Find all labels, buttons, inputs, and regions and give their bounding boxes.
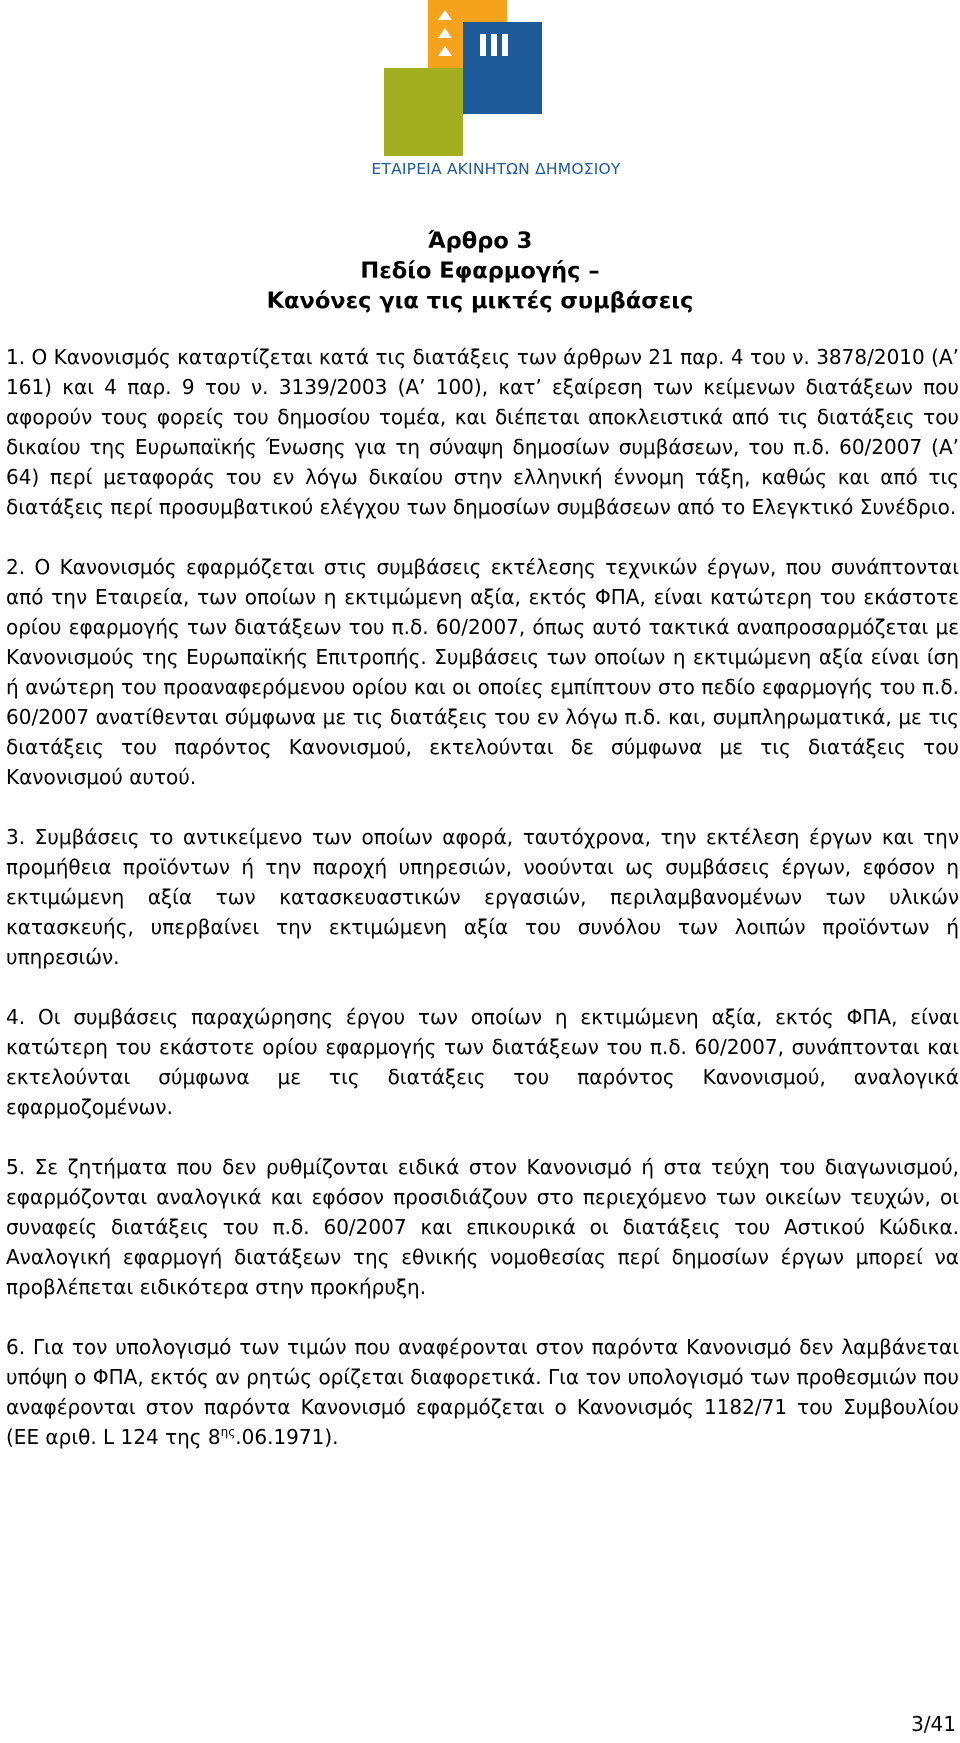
paragraph-text: Ο Κανονισμός καταρτίζεται κατά τις διατάξεις των άρθρων 21 παρ. 4 του ν. 3878/2010 (Α’ 161) και 4 παρ. 9 του ν. 3139/2003 (Α’ 100), κατ’ εξαίρεση των κείμενων διατάξεων που αφορούν τους φορείς του δημοσίου τομέα, και διέπεται αποκλειστικά από τις διατάξεις του δικαίου της Ευρωπαϊκής Ένωσης για τη σύναψη δημοσίων συμβάσεων, του π.δ. 60/2007 (Α’ 64) περί μεταφοράς του εν λόγω δικαίου στην ελληνική έννομη τάξη, καθώς και από τις διατάξεις περί προσυμβατικού ελέγχου των δημοσίων συμβάσεων από το Ελεγκτικό Συνέδριο. — [6, 345, 960, 519]
paragraph-6 — [6, 1332, 959, 1452]
paragraph-text-tail: .06.1971). — [235, 1425, 339, 1449]
page-number: 3/41 — [911, 1712, 956, 1736]
paragraph-number: 1. — [6, 345, 26, 369]
paragraph-text: Συμβάσεις το αντικείμενο των οποίων αφορά, ταυτόχρονα, την εκτέλεση έργων και την προμήθεια προϊόντων ή την παροχή υπηρεσιών, νοούνται ως συμβάσεις έργων, εφόσον η εκτιμώμενη αξία των κατασκευαστικών εργασιών, περιλαμβανομένων των υλικών κατασκευής, υπερβαίνει την εκτιμώμενη αξία του συνόλου των λοιπών προϊόντων ή υπηρεσιών. — [6, 825, 960, 969]
logo-text: ΕΤΑΙΡΕΙΑ ΑΚΙΝΗΤΩΝ ΔΗΜΟΣΙΟΥ — [371, 160, 621, 178]
paragraph-text: Σε ζητήματα που δεν ρυθμίζονται ειδικά στον Κανονισμό ή στα τεύχη του διαγωνισμού, εφαρμόζονται αναλογικά και εφόσον προσιδιάζουν στο περιεχόμενο των οικείων τευχών, οι συναφείς διατάξεις του π.δ. 60/2007 και επικουρικά οι διατάξεις του Αστικού Κώδικα. Αναλογική εφαρμογή διατάξεων της εθνικής νομοθεσίας περί δημοσίων έργων μπορεί να προβλέπεται ειδικότερα στην προκήρυξη. — [6, 1155, 959, 1299]
paragraph-number: 2. — [6, 555, 26, 579]
paragraph-2 — [6, 552, 959, 792]
article-subtitle-2: Κανόνες για τις μικτές συμβάσεις — [266, 288, 694, 314]
paragraph-number: 6. — [6, 1335, 26, 1359]
paragraph-1 — [6, 342, 959, 522]
paragraph-number: 5. — [6, 1155, 26, 1179]
paragraph-text: Οι συμβάσεις παραχώρησης έργου των οποίων η εκτιμώμενη αξία, εκτός ΦΠΑ, είναι κατώτερη του εκάστοτε ορίου εφαρμογής των διατάξεων του π.δ. 60/2007, συνάπτονται και εκτελούνται σύμφωνα με τις διατάξεις του παρόντος Κανονισμού, αναλογικά εφαρμοζομένων. — [6, 1005, 960, 1119]
article-heading — [0, 226, 960, 316]
ordinal-suffix: ης — [220, 1425, 236, 1439]
paragraph-number: 4. — [6, 1005, 26, 1029]
paragraph-5 — [6, 1152, 959, 1302]
paragraph-text: Ο Κανονισμός εφαρμόζεται στις συμβάσεις εκτέλεσης τεχνικών έργων, που συνάπτονται από την Εταιρεία, των οποίων η εκτιμώμενη αξία, εκτός ΦΠΑ, είναι κατώτερη του εκάστοτε ορίου εφαρμογής των διατάξεων του π.δ. 60/2007, όπως αυτό τακτικά αναπροσαρμόζεται με Κανονισμούς της Ευρωπαϊκής Επιτροπής. Συμβάσεις των οποίων η εκτιμώμενη αξία είναι ίση ή ανώτερη του προαναφερόμενου ορίου και οι οποίες εμπίπτουν στο πεδίο εφαρμογής του π.δ. 60/2007 ανατίθενται σύμφωνα με τις διατάξεις του εν λόγω π.δ. και, συμπληρωματικά, με τις διατάξεις του παρόντος Κανονισμού, εκτελούνται δε σύμφωνα με τις διατάξεις του Κανονισμού αυτού. — [6, 555, 959, 789]
logo-emblem-icon — [354, 0, 634, 160]
paragraph-4 — [6, 1002, 959, 1122]
article-subtitle: Πεδίο Εφαρμογής – — [360, 258, 600, 284]
article-body — [6, 342, 959, 1482]
company-logo — [354, 0, 634, 182]
paragraph-3 — [6, 822, 959, 972]
paragraph-text: Για τον υπολογισμό των τιμών που αναφέρονται στον παρόντα Κανονισμό δεν λαμβάνεται υπόψη ο ΦΠΑ, εκτός αν ρητώς ορίζεται διαφορετικά. Για τον υπολογισμό των προθεσμιών που αναφέρονται στον παρόντα Κανονισμό εφαρμόζεται ο Κανονισμός 1182/71 του Συμβουλίου (ΕΕ αριθ. L 124 της 8 — [6, 1335, 959, 1449]
article-title: Άρθρο 3 — [427, 228, 533, 254]
paragraph-number: 3. — [6, 825, 26, 849]
